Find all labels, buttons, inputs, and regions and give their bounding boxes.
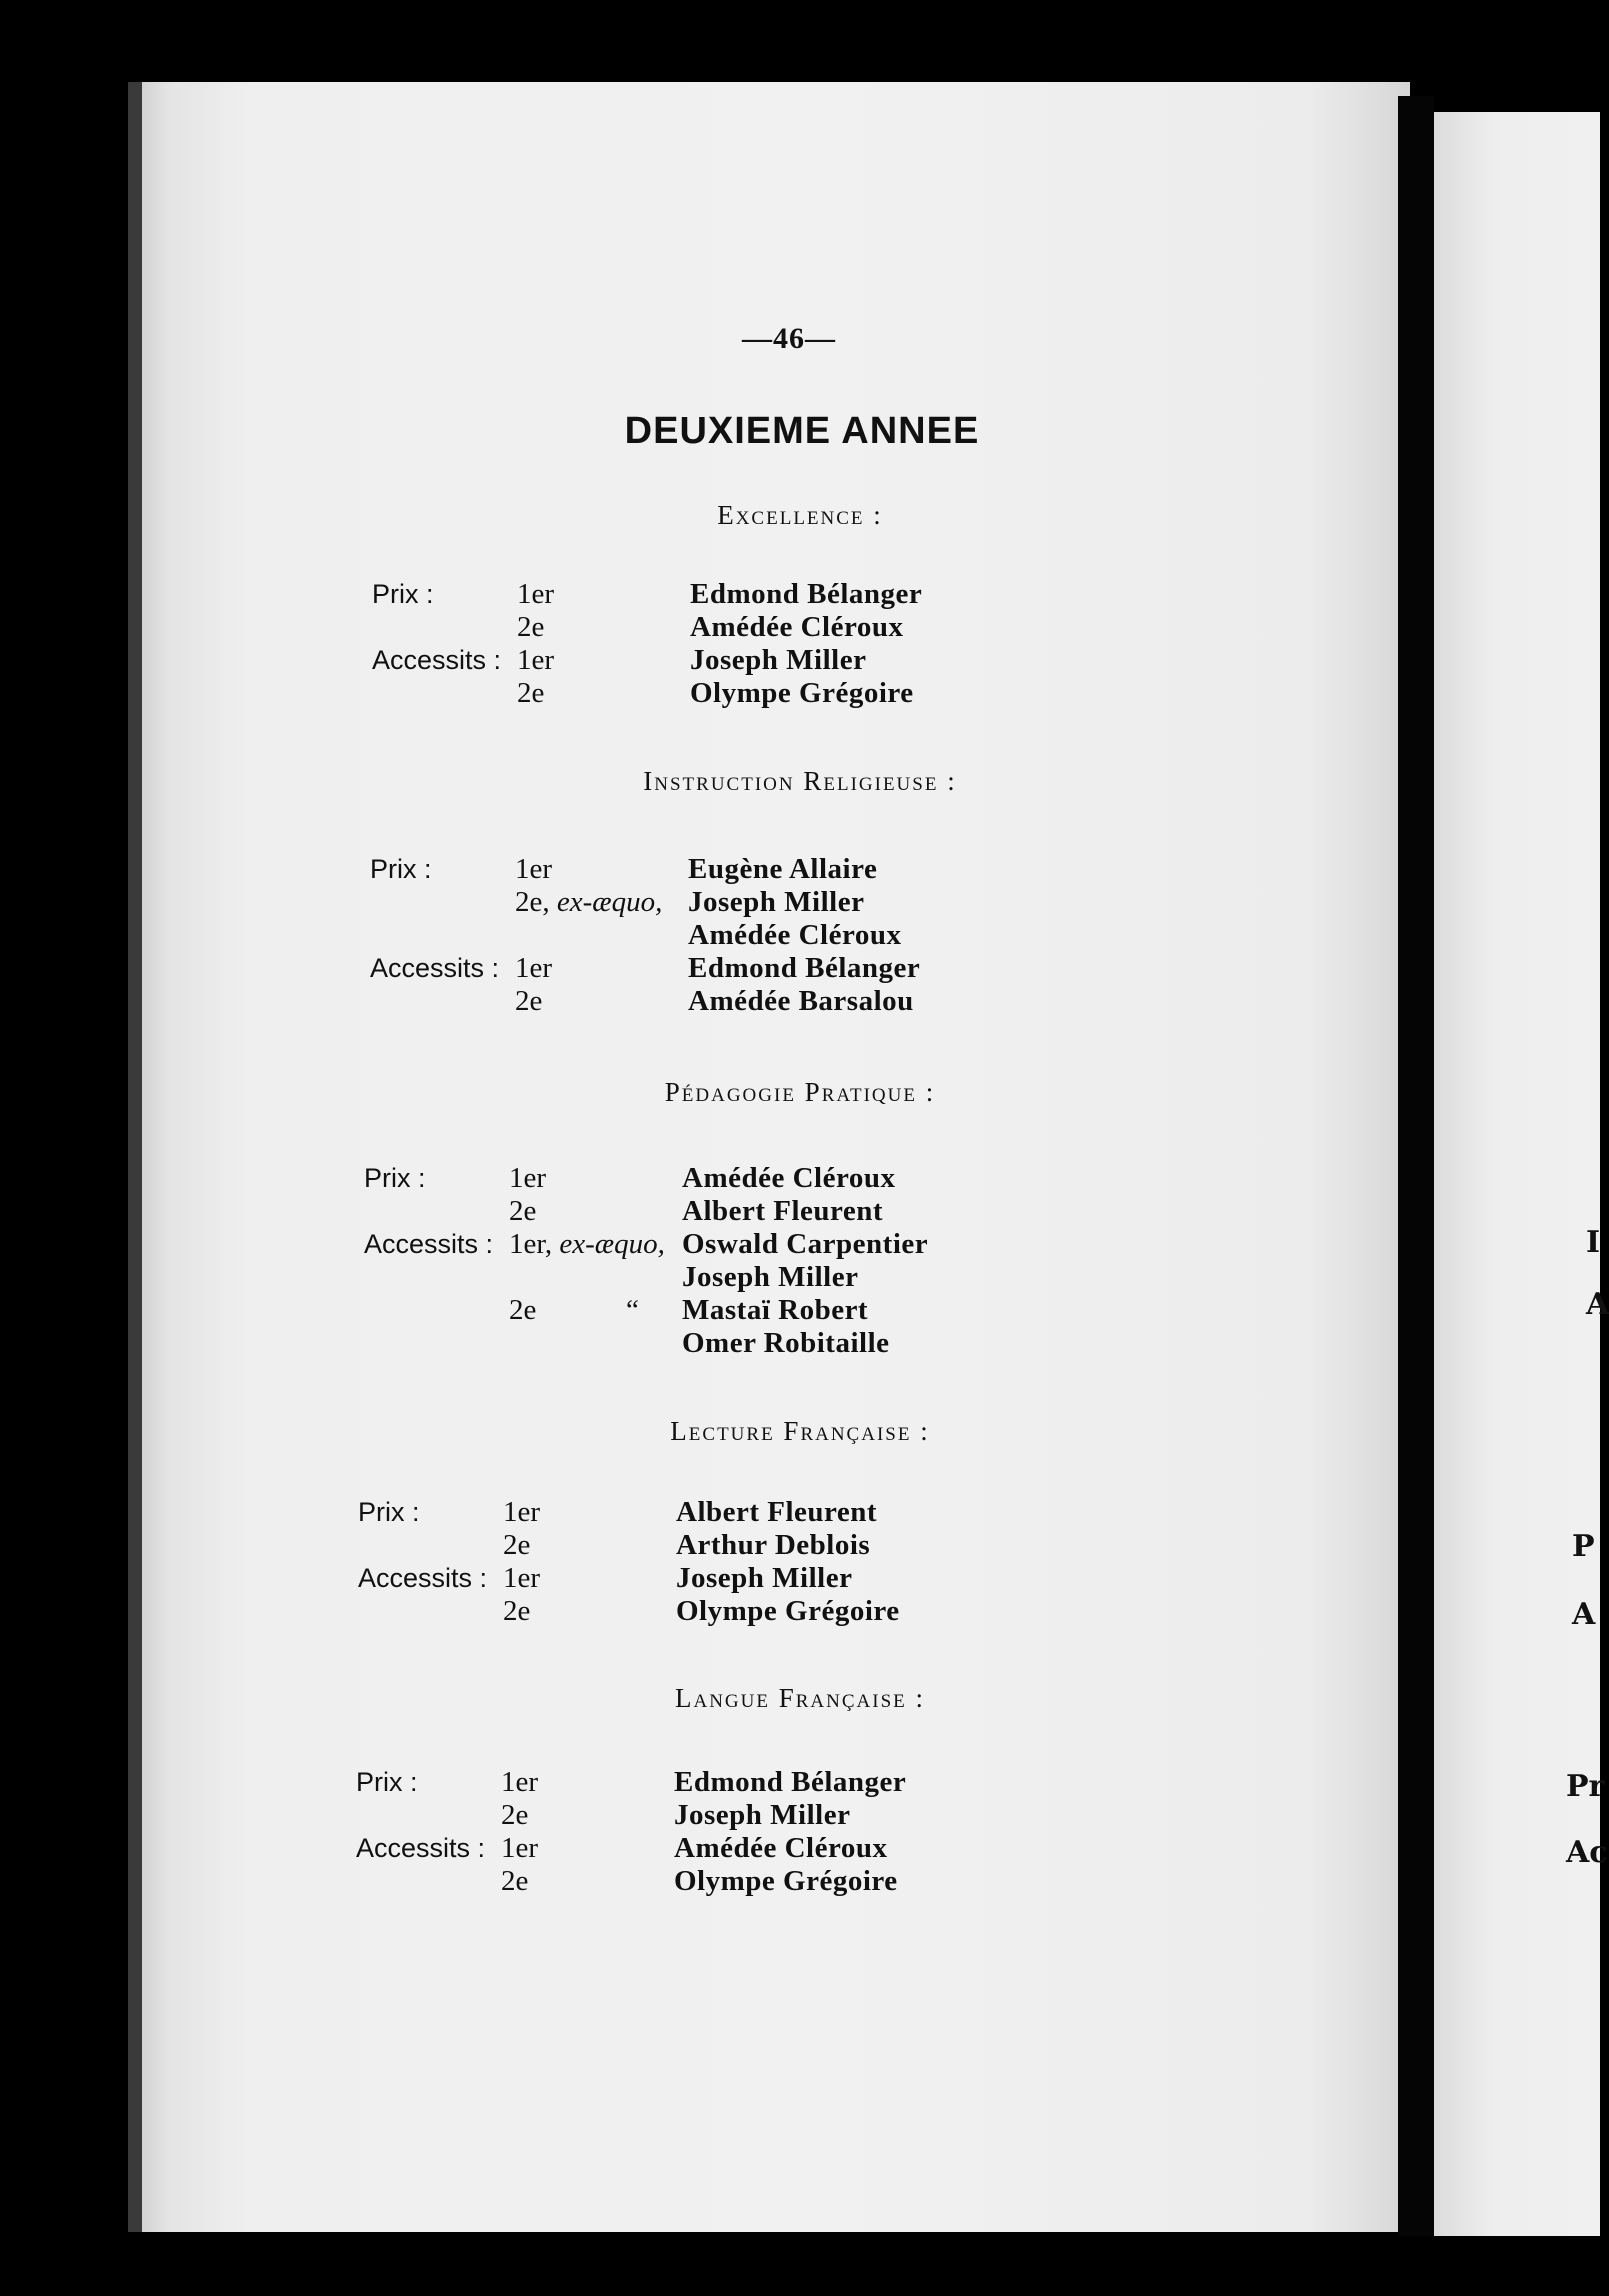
page-title: DEUXIEME ANNEE bbox=[624, 410, 980, 452]
student-name: Edmond Bélanger bbox=[690, 578, 923, 610]
ex-aequo-note: ex-æquo, bbox=[549, 886, 663, 918]
student-name: Eugène Allaire bbox=[688, 853, 878, 885]
student-name: Omer Robitaille bbox=[682, 1327, 890, 1359]
award-type-label: Accessits : bbox=[364, 1229, 494, 1259]
subject-heading: Langue Française : bbox=[674, 1683, 925, 1713]
student-name: Joseph Miller bbox=[674, 1799, 851, 1831]
page-binding-edge bbox=[128, 82, 142, 2232]
student-name: Joseph Miller bbox=[682, 1261, 859, 1293]
student-name: Oswald Carpentier bbox=[682, 1228, 929, 1260]
award-rank: 2e bbox=[501, 1799, 529, 1831]
student-name: Amédée Cléroux bbox=[690, 611, 904, 643]
award-rank: 2e bbox=[517, 611, 545, 643]
award-rank: 1er bbox=[515, 952, 553, 984]
subject-heading: Instruction Religieuse : bbox=[643, 766, 957, 796]
student-name: Amédée Barsalou bbox=[688, 985, 914, 1017]
award-rank: 2e bbox=[503, 1529, 531, 1561]
award-type-label: Accessits : bbox=[358, 1563, 488, 1593]
award-rank: 1er bbox=[517, 644, 555, 676]
facing-page-fragment: A bbox=[1572, 1597, 1596, 1632]
subject-heading: Lecture Française : bbox=[670, 1416, 930, 1446]
facing-page-fragment: Pr bbox=[1566, 1769, 1605, 1804]
facing-page-fragment: I bbox=[1586, 1225, 1601, 1260]
award-rank: 1er, ex-æquo, bbox=[509, 1228, 665, 1260]
award-rank: 2e bbox=[501, 1865, 529, 1897]
award-rank: 2e bbox=[517, 677, 545, 709]
student-name: Joseph Miller bbox=[690, 644, 867, 676]
student-name: Olympe Grégoire bbox=[676, 1595, 900, 1627]
student-name: Edmond Bélanger bbox=[674, 1766, 907, 1798]
award-type-label: Prix : bbox=[356, 1767, 418, 1797]
facing-page-fragment: Ac bbox=[1566, 1835, 1608, 1870]
award-rank: 2e bbox=[509, 1195, 537, 1227]
subject-heading: Excellence : bbox=[717, 500, 883, 530]
award-rank: 1er bbox=[501, 1766, 539, 1798]
award-rank: 1er bbox=[503, 1562, 541, 1594]
award-rank: 2e bbox=[503, 1595, 531, 1627]
page-number: —46— bbox=[742, 322, 836, 355]
student-name: Amédée Cléroux bbox=[688, 919, 902, 951]
student-name: Joseph Miller bbox=[676, 1562, 853, 1594]
award-type-label: Prix : bbox=[372, 579, 434, 609]
award-type-label: Accessits : bbox=[356, 1833, 486, 1863]
student-name: Edmond Bélanger bbox=[688, 952, 921, 984]
student-name: Amédée Cléroux bbox=[674, 1832, 888, 1864]
facing-page-fragment: A bbox=[1586, 1287, 1609, 1322]
award-type-label: Prix : bbox=[358, 1497, 420, 1527]
student-name: Olympe Grégoire bbox=[690, 677, 914, 709]
award-type-label: Accessits : bbox=[372, 645, 502, 675]
award-rank: 1er bbox=[517, 578, 555, 610]
ditto-mark: “ bbox=[626, 1294, 639, 1326]
award-type-label: Prix : bbox=[370, 854, 432, 884]
student-name: Albert Fleurent bbox=[682, 1195, 884, 1227]
student-name: Mastaï Robert bbox=[682, 1294, 869, 1326]
student-name: Olympe Grégoire bbox=[674, 1865, 898, 1897]
award-rank: 1er bbox=[509, 1162, 547, 1194]
award-rank: 2e bbox=[509, 1294, 537, 1326]
award-type-label: Accessits : bbox=[370, 953, 500, 983]
student-name: Amédée Cléroux bbox=[682, 1162, 896, 1194]
page bbox=[128, 82, 1410, 2232]
subject-heading: Pédagogie Pratique : bbox=[664, 1077, 936, 1107]
student-name: Joseph Miller bbox=[688, 886, 865, 918]
award-rank: 1er bbox=[503, 1496, 541, 1528]
award-rank: 2e, ex-æquo, bbox=[515, 886, 663, 918]
award-rank: 1er bbox=[515, 853, 553, 885]
award-rank: 2e bbox=[515, 985, 543, 1017]
award-type-label: Prix : bbox=[364, 1163, 426, 1193]
student-name: Arthur Deblois bbox=[676, 1529, 871, 1561]
facing-page-fragment: P bbox=[1572, 1529, 1595, 1564]
student-name: Albert Fleurent bbox=[676, 1496, 878, 1528]
award-rank: 1er bbox=[501, 1832, 539, 1864]
ex-aequo-note: ex-æquo, bbox=[552, 1228, 665, 1260]
